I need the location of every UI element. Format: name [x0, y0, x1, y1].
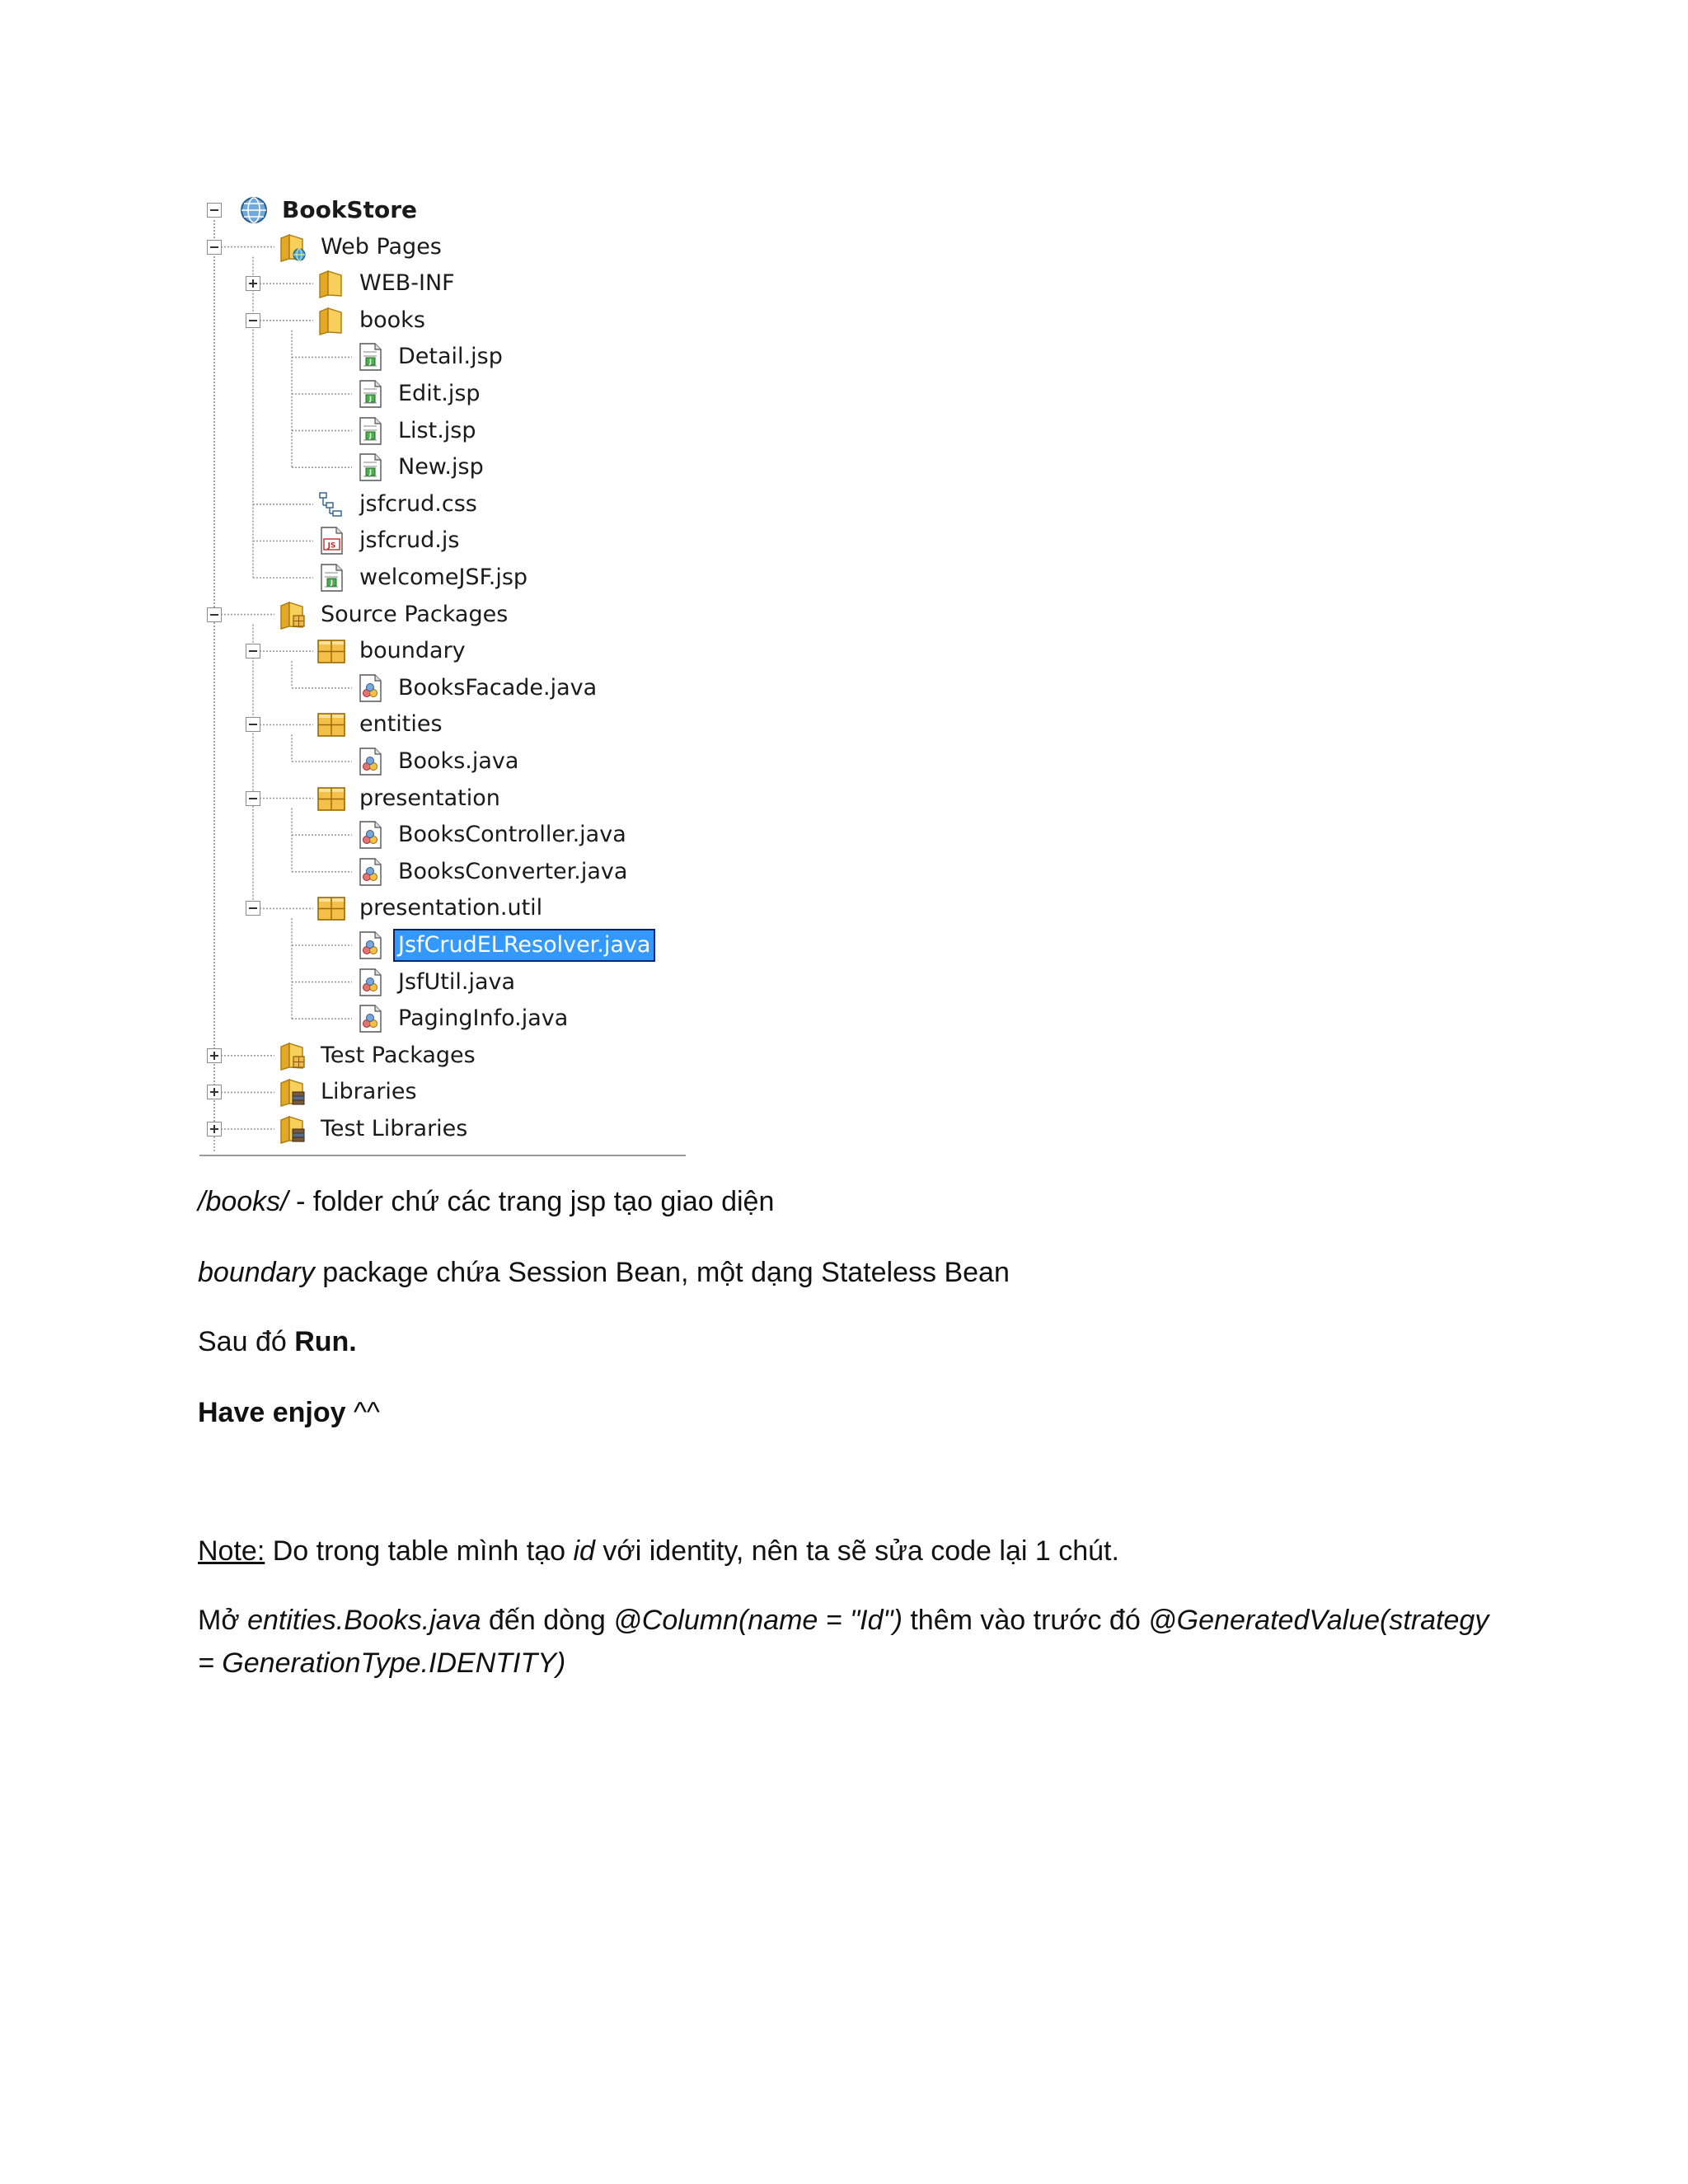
tree-node-boundary[interactable]	[315, 635, 469, 668]
tree-node-label: boundary	[359, 638, 466, 664]
generated-value-annotation-start: @GeneratedValue(strategy	[1148, 1605, 1489, 1636]
folder-icon	[315, 305, 348, 336]
paragraph-note	[198, 1530, 1119, 1572]
tree-node-label: presentation	[359, 785, 500, 811]
tree-node-label: Detail.jsp	[398, 344, 503, 370]
note-text-1: Do trong table mình tạo	[265, 1535, 574, 1567]
js-file-icon	[315, 525, 348, 556]
folder-icon	[315, 268, 348, 299]
svg-text:J: J	[369, 432, 372, 440]
source-folder-icon	[276, 1040, 309, 1071]
tree-node-libraries[interactable]	[276, 1076, 420, 1108]
globe-project-icon	[237, 194, 270, 226]
paragraph-run	[198, 1320, 357, 1363]
java-file-icon	[354, 930, 387, 961]
tree-node-welcomejsf-jsp[interactable]	[315, 561, 531, 594]
project-tree	[198, 185, 688, 1166]
tree-node-booksconverter-java[interactable]	[354, 855, 631, 888]
package-icon	[315, 635, 348, 667]
collapse-toggle-icon[interactable]	[207, 607, 222, 622]
run-keyword: Run.	[294, 1326, 357, 1357]
jsp-file-icon	[354, 341, 387, 373]
instruction-text-1: Mở	[198, 1605, 248, 1636]
web-folder-icon	[276, 232, 309, 263]
column-annotation: @Column(name = "Id")	[613, 1605, 903, 1636]
tree-node-label: presentation.util	[359, 895, 543, 921]
tree-node-label: jsfcrud.js	[359, 527, 460, 554]
tree-node-jsfcrudelresolver-java[interactable]	[354, 929, 654, 962]
source-folder-icon	[276, 599, 309, 630]
collapse-toggle-icon[interactable]	[207, 203, 222, 218]
tree-node-jsfcrud-js[interactable]	[315, 524, 462, 557]
tree-node-label: Edit.jsp	[398, 381, 481, 406]
tree-node-test-libraries[interactable]	[276, 1113, 471, 1146]
tree-node-label: PagingInfo.java	[398, 1005, 569, 1032]
tree-node-bookstore[interactable]	[237, 194, 420, 227]
collapse-toggle-icon[interactable]	[246, 644, 260, 658]
collapse-toggle-icon[interactable]	[246, 791, 260, 806]
collapse-toggle-icon[interactable]	[246, 717, 260, 732]
expand-toggle-icon[interactable]	[207, 1048, 222, 1063]
tree-node-label: New.jsp	[398, 454, 484, 480]
tree-node-label: BookStore	[282, 196, 418, 223]
tree-node-label: entities	[359, 711, 443, 738]
tree-node-source-packages[interactable]	[276, 598, 511, 631]
paragraph-boundary-package	[198, 1251, 1010, 1294]
tree-node-label: Books.java	[398, 748, 519, 774]
boundary-package-name: boundary	[198, 1257, 315, 1288]
have-enjoy-emoticon: ^^	[345, 1397, 380, 1428]
tree-node-presentation-util[interactable]	[315, 892, 546, 925]
tree-node-label: List.jsp	[398, 417, 476, 443]
svg-text:J: J	[369, 395, 372, 403]
paragraph-instruction	[198, 1599, 1489, 1642]
boundary-package-description: package chứa Session Bean, một dạng Stateless Bean	[314, 1257, 1010, 1288]
tree-node-jsfcrud-css[interactable]	[315, 488, 481, 521]
package-icon	[315, 709, 348, 740]
jsp-file-icon	[354, 452, 387, 483]
tree-node-label: Web Pages	[321, 233, 442, 260]
jsp-file-icon	[315, 562, 348, 593]
java-file-icon	[354, 673, 387, 704]
tree-node-label: Test Packages	[321, 1042, 476, 1068]
tree-node-web-inf[interactable]	[315, 267, 458, 300]
package-icon	[315, 783, 348, 814]
expand-toggle-icon[interactable]	[207, 1085, 222, 1099]
java-file-icon	[354, 1003, 387, 1034]
expand-toggle-icon[interactable]	[207, 1122, 222, 1137]
css-file-icon	[315, 489, 348, 520]
tree-node-label: BooksFacade.java	[398, 674, 598, 701]
svg-text:J: J	[369, 358, 372, 366]
tree-node-label: Test Libraries	[321, 1116, 468, 1141]
note-id: id	[573, 1535, 595, 1567]
note-text-2: với identity, nên ta sẽ sửa code lại 1 chút.	[594, 1535, 1119, 1567]
tree-node-books[interactable]	[315, 304, 429, 337]
generated-value-annotation-end: = GenerationType.IDENTITY)	[198, 1647, 566, 1679]
have-enjoy-text: Have enjoy	[198, 1397, 346, 1428]
tree-node-label: welcomeJSF.jsp	[359, 565, 528, 590]
collapse-toggle-icon[interactable]	[207, 240, 222, 255]
tree-node-label: JsfUtil.java	[398, 968, 516, 995]
instruction-text-3: thêm vào trước đó	[902, 1605, 1149, 1636]
svg-text:J: J	[369, 468, 372, 476]
tree-node-label: BooksController.java	[398, 822, 626, 848]
library-folder-icon	[276, 1076, 309, 1108]
java-file-icon	[354, 967, 387, 998]
library-folder-icon	[276, 1113, 309, 1145]
tree-node-web-pages[interactable]	[276, 231, 445, 264]
tree-node-label: Libraries	[321, 1079, 417, 1105]
java-file-icon	[354, 819, 387, 851]
tree-node-test-packages[interactable]	[276, 1039, 479, 1072]
collapse-toggle-icon[interactable]	[246, 313, 260, 328]
tree-node-detail-jsp[interactable]	[354, 340, 506, 373]
instruction-text-2: đến dòng	[481, 1605, 614, 1636]
run-text: Sau đó	[198, 1326, 295, 1357]
tree-node-new-jsp[interactable]	[354, 451, 487, 484]
java-file-icon	[354, 856, 387, 888]
paragraph-have-enjoy	[198, 1391, 380, 1434]
paragraph-instruction-cont	[198, 1642, 565, 1685]
tree-node-booksfacade-java[interactable]	[354, 672, 600, 705]
tree-bottom-border	[199, 1155, 686, 1156]
collapse-toggle-icon[interactable]	[246, 901, 260, 916]
tree-node-label: Source Packages	[321, 601, 509, 627]
tree-node-label: JsfCrudELResolver.java	[395, 930, 654, 960]
tree-node-books-java[interactable]	[354, 745, 522, 778]
tree-node-presentation[interactable]	[315, 782, 504, 815]
jsp-file-icon	[354, 415, 387, 447]
note-label: Note:	[198, 1535, 265, 1567]
expand-toggle-icon[interactable]	[246, 276, 260, 291]
package-icon	[315, 893, 348, 924]
tree-node-label: BooksConverter.java	[398, 858, 628, 884]
books-folder-path: /books/	[198, 1186, 288, 1217]
tree-node-edit-jsp[interactable]	[354, 377, 484, 410]
svg-text:JS: JS	[327, 541, 336, 551]
tree-node-jsfutil-java[interactable]	[354, 966, 518, 999]
tree-node-label: books	[359, 307, 425, 333]
books-folder-description: - folder chứ các trang jsp tạo giao diện	[288, 1186, 775, 1217]
jsp-file-icon	[354, 378, 387, 410]
tree-node-list-jsp[interactable]	[354, 415, 480, 448]
entity-file-name: entities.Books.java	[247, 1605, 481, 1636]
tree-node-label: WEB-INF	[359, 270, 455, 297]
java-file-icon	[354, 746, 387, 777]
tree-node-label: jsfcrud.css	[359, 490, 477, 517]
paragraph-books-folder	[198, 1180, 774, 1223]
tree-node-paginginfo-java[interactable]	[354, 1002, 571, 1035]
svg-text:J: J	[331, 579, 333, 587]
tree-node-bookscontroller-java[interactable]	[354, 818, 630, 851]
tree-node-entities[interactable]	[315, 708, 446, 741]
